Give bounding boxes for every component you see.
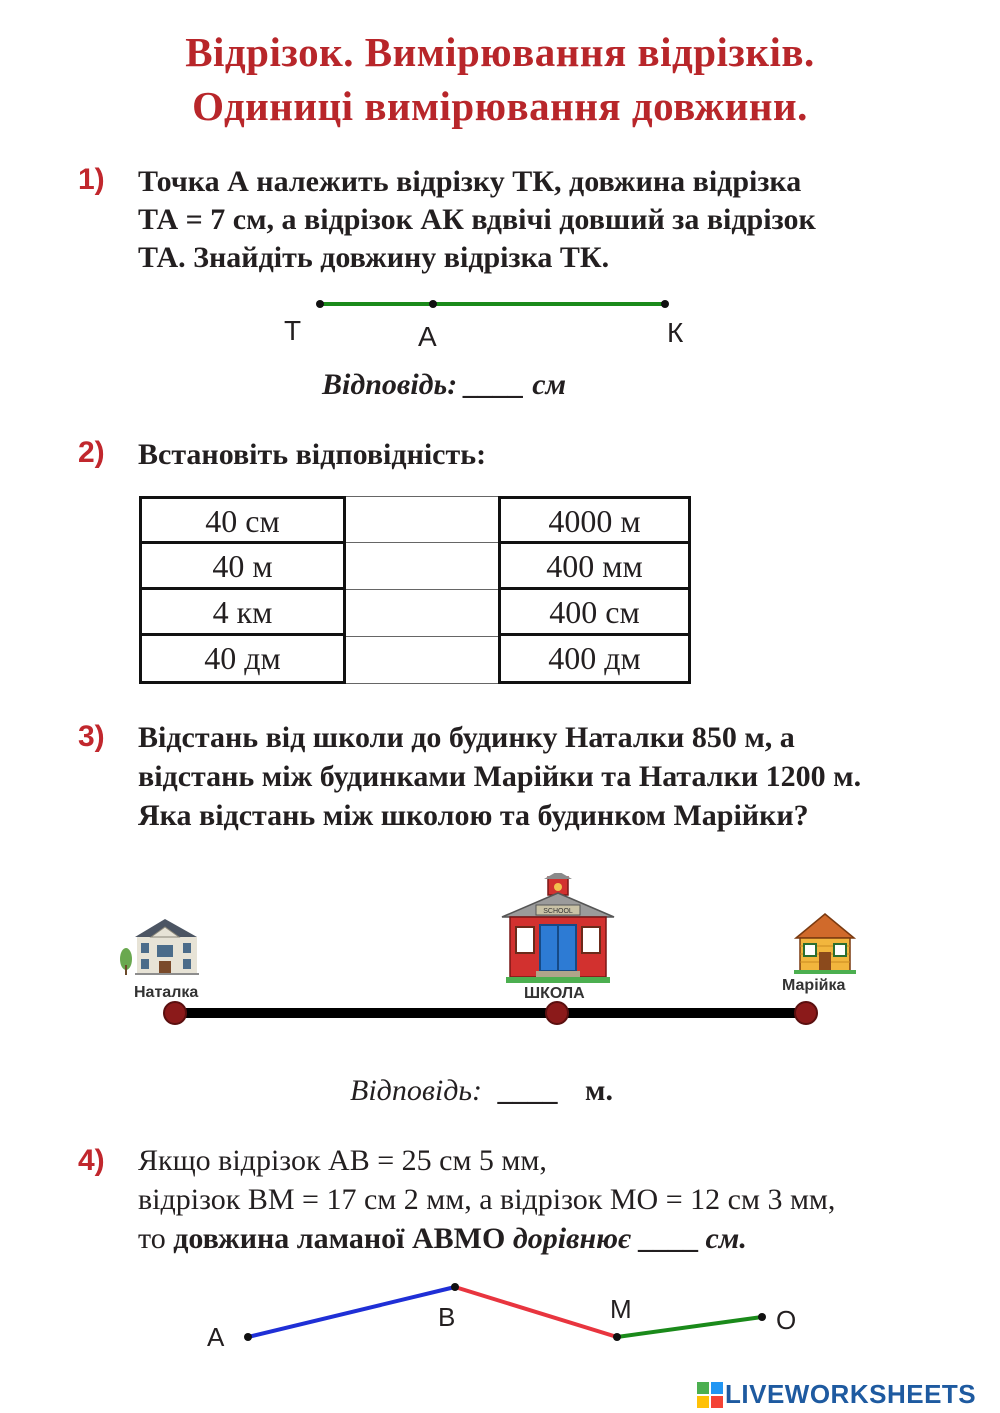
answer-blank[interactable]: ____ [497, 1074, 558, 1107]
distance-line-diagram [0, 996, 1000, 1030]
logo-text: LIVEWORKSHEETS [725, 1379, 977, 1409]
match-left-1[interactable]: 40 см [139, 496, 346, 544]
point-mariyka [795, 1002, 817, 1024]
task4-number: 4) [78, 1144, 105, 1177]
point-school [546, 1002, 568, 1024]
task2-number: 2) [78, 436, 105, 469]
answer-blank[interactable]: ____ [637, 1222, 698, 1255]
match-middle-divider [346, 542, 499, 543]
task2-text: Встановіть відповідність: [138, 438, 487, 471]
task3-line-1: Відстань від школи до будинку Наталки 850 м, а [138, 721, 795, 754]
place-natalka: Наталка [134, 984, 199, 1001]
match-left-3[interactable]: 4 км [139, 587, 346, 636]
line3-start: то [138, 1222, 174, 1255]
answer-unit: см [532, 368, 567, 401]
answer-label: Відповідь: [350, 1074, 483, 1107]
label-k: К [667, 317, 684, 348]
task1-line-1: Точка А належить відрізку ТК, довжина відрізка [138, 165, 802, 198]
match-right-3[interactable]: 400 см [498, 587, 691, 636]
answer-unit: м. [585, 1074, 613, 1107]
task3-answer [350, 1074, 613, 1108]
point-natalka [164, 1002, 186, 1024]
match-right-4[interactable]: 400 дм [498, 633, 691, 684]
match-right-2[interactable]: 400 мм [498, 541, 691, 590]
title-line-2: Одиниці вимірювання довжини. [192, 83, 808, 129]
label-a: А [418, 321, 437, 352]
segment-bm [455, 1287, 617, 1337]
liveworksheets-logo [697, 1379, 976, 1410]
segment-mo [617, 1317, 762, 1337]
answer-label: Відповідь: [322, 368, 458, 401]
title-line-1: Відрізок. Вимірювання відрізків. [185, 29, 815, 75]
point-a [244, 1333, 252, 1341]
point-b [451, 1283, 459, 1291]
school-icon [498, 873, 618, 985]
task3-line-2: відстань між будинками Марійки та Наталки 1200 м. [138, 760, 862, 793]
task1-answer [322, 368, 566, 402]
line3-unit: см. [697, 1222, 747, 1255]
task1-line-3: ТА. Знайдіть довжину відрізка ТК. [138, 241, 610, 274]
logo-icon [697, 1382, 723, 1408]
match-left-2[interactable]: 40 м [139, 541, 346, 590]
house-natalka-icon [117, 915, 199, 977]
place-mariyka: Марійка [782, 977, 846, 994]
match-table [139, 496, 691, 684]
point-t [316, 300, 324, 308]
place-school: ШКОЛА [524, 985, 585, 1002]
label-m: М [610, 1294, 632, 1324]
match-left-4[interactable]: 40 дм [139, 633, 346, 684]
point-m [613, 1333, 621, 1341]
task4-line-2: відрізок ВМ = 17 см 2 мм, а відрізок МО = 12 см 3 мм, [138, 1183, 836, 1216]
match-middle-divider [346, 589, 499, 590]
label-t: Т [284, 315, 302, 346]
label-o: О [776, 1305, 797, 1335]
segment-tk-diagram [0, 290, 1000, 320]
match-middle-area[interactable] [346, 496, 499, 684]
task4-line-1: Якщо відрізок АВ = 25 см 5 мм, [138, 1144, 547, 1177]
line3-italic: дорівнює [505, 1222, 638, 1255]
polyline-abmo-diagram [0, 1270, 1000, 1350]
line3-bold: довжина ламаної АВМО [173, 1222, 506, 1255]
segment-ab [248, 1287, 455, 1337]
match-middle-divider [346, 636, 499, 637]
match-right-1[interactable]: 4000 м [498, 496, 691, 544]
answer-blank[interactable]: ____ [464, 368, 525, 401]
point-k [661, 300, 669, 308]
task4-line-3 [138, 1219, 747, 1258]
task3-number: 3) [78, 720, 105, 753]
school-sign: SCHOOL [543, 908, 573, 915]
point-a [429, 300, 437, 308]
task1-line-2: ТА = 7 см, а відрізок АК вдвічі довший за відрізок [138, 203, 816, 236]
house-mariyka-icon [794, 912, 856, 974]
label-b: В [438, 1302, 456, 1332]
task3-line-3: Яка відстань між школою та будинком Марійки? [138, 799, 809, 832]
point-o [758, 1313, 766, 1321]
label-a: А [207, 1322, 225, 1352]
task1-number: 1) [78, 163, 105, 196]
